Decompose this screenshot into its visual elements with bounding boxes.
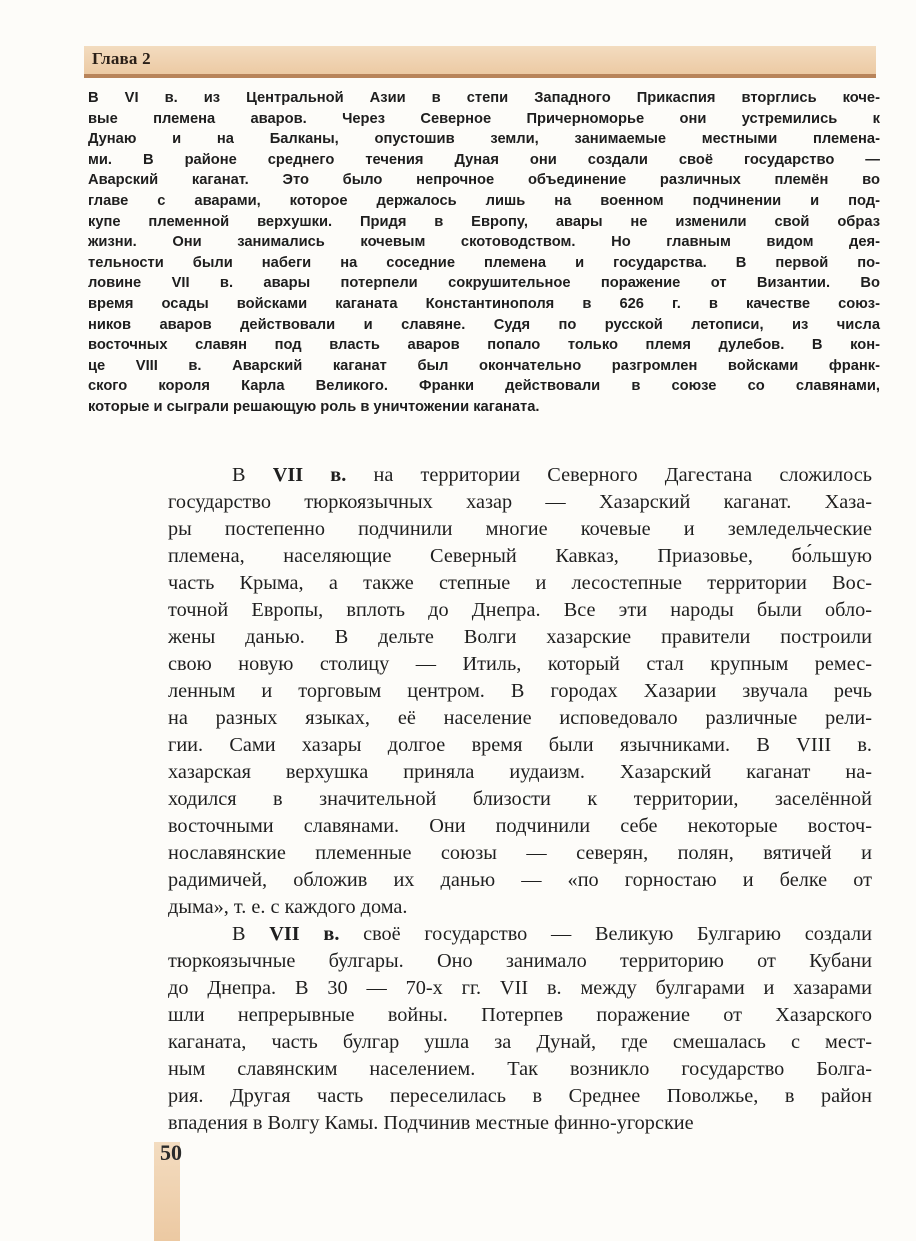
- text-line: гии. Сами хазары долгое время были язычниками. В VIII в.: [168, 734, 872, 756]
- paragraph-2-first-line: В VII в. своё государство — Великую Булгарию создали: [232, 923, 872, 945]
- text-line: дыма», т. е. с каждого дома.: [168, 896, 408, 918]
- text-line: свою новую столицу — Итиль, который стал крупным ремес-: [168, 653, 872, 675]
- text-line: радимичей, обложив их данью — «по горностаю и белке от: [168, 869, 872, 891]
- text-line: впадения в Волгу Камы. Подчинив местные финно-угорские: [168, 1112, 694, 1134]
- text-line: Аварский каганат. Это было непрочное объединение различных племён во: [88, 172, 880, 189]
- text-line: жизни. Они занимались кочевым скотоводством. Но главным видом дея-: [88, 234, 880, 251]
- text-line: ленным и торговым центром. В городах Хазарии звучала речь: [168, 680, 872, 702]
- paragraph-1-first-line: В VII в. на территории Северного Дагестана сложилось: [232, 464, 872, 486]
- paragraph-2: [168, 948, 872, 1137]
- text-line: главе с аварами, которое держалось лишь на военном подчинении и под-: [88, 192, 880, 209]
- text-line: рия. Другая часть переселилась в Среднее Поволжье, в район: [168, 1085, 872, 1107]
- text-line: жены данью. В дельте Волги хазарские правители построили: [168, 626, 872, 648]
- text-line: до Днепра. В 30 — 70-х гг. VII в. между булгарами и хазарами: [168, 977, 872, 999]
- text-line: нославянские племенные союзы — северян, полян, вятичей и: [168, 842, 872, 864]
- century-marker: VII в.: [269, 923, 340, 945]
- text-line: Дунаю и на Балканы, опустошив земли, занимаемые местными племена-: [88, 131, 880, 148]
- text-line: вые племена аваров. Через Северное Причерноморье они устремились к: [88, 110, 880, 127]
- text-line: В VI в. из Центральной Азии в степи Западного Прикаспия вторглись коче-: [88, 90, 880, 106]
- paragraph-1: [168, 489, 872, 921]
- text-line: ников аваров действовали и славяне. Судя по русской летописи, из числа: [88, 316, 880, 333]
- text-line: точной Европы, вплоть до Днепра. Все эти народы были обло-: [168, 599, 872, 621]
- text-line: восточных славян под власть аваров попало только племя дулебов. В кон-: [88, 337, 880, 354]
- text-line: каганата, часть булгар ушла за Дунай, где смешалась с мест-: [168, 1031, 872, 1053]
- text-line: ходился в значительной близости к территории, заселённой: [168, 788, 872, 810]
- main-text: [168, 462, 872, 1137]
- text-line: тюркоязычные булгары. Оно занимало территорию от Кубани: [168, 950, 872, 972]
- text-line: тельности были набеги на соседние племена и государства. В первой по-: [88, 254, 880, 271]
- century-marker: VII в.: [272, 464, 347, 486]
- chapter-header-rule: [84, 74, 876, 78]
- text-line: купе племенной верхушки. Придя в Европу, авары не изменили свой образ: [88, 213, 880, 230]
- text-line: часть Крыма, а также степные и лесостепные территории Вос-: [168, 572, 872, 594]
- text-line: восточными славянами. Они подчинили себе некоторые восточ-: [168, 815, 872, 837]
- text-line: племена, населяющие Северный Кавказ, Приазовье, бо́льшую: [168, 545, 872, 567]
- text-line: ского короля Карла Великого. Франки действовали в союзе со славянами,: [88, 378, 880, 395]
- text-line: ловине VII в. авары потерпели сокрушительное поражение от Византии. Во: [88, 275, 880, 292]
- text-line: хазарская верхушка приняла иудаизм. Хазарский каганат на-: [168, 761, 872, 783]
- text-line: це VIII в. Аварский каганат был окончательно разгромлен войсками франк-: [88, 357, 880, 374]
- text-line: на разных языках, её население исповедовало различные рели-: [168, 707, 872, 729]
- text-line: время осады войсками каганата Константинополя в 626 г. в качестве союз-: [88, 295, 880, 312]
- chapter-header-band: [84, 46, 876, 74]
- chapter-title: Глава 2: [92, 49, 151, 68]
- text-line: государство тюркоязычных хазар — Хазарский каганат. Хаза-: [168, 491, 872, 513]
- intro-paragraph: [88, 88, 880, 418]
- text-line: ным славянским населением. Так возникло государство Болга-: [168, 1058, 872, 1080]
- text-line: ры постепенно подчинили многие кочевые и земледельческие: [168, 518, 872, 540]
- text-line: шли непрерывные войны. Потерпев поражение от Хазарского: [168, 1004, 872, 1026]
- text-line: ми. В районе среднего течения Дуная они создали своё государство —: [88, 151, 880, 168]
- text-line: которые и сыграли решающую роль в уничтожении каганата.: [88, 398, 540, 415]
- page-number: 50: [160, 1140, 182, 1165]
